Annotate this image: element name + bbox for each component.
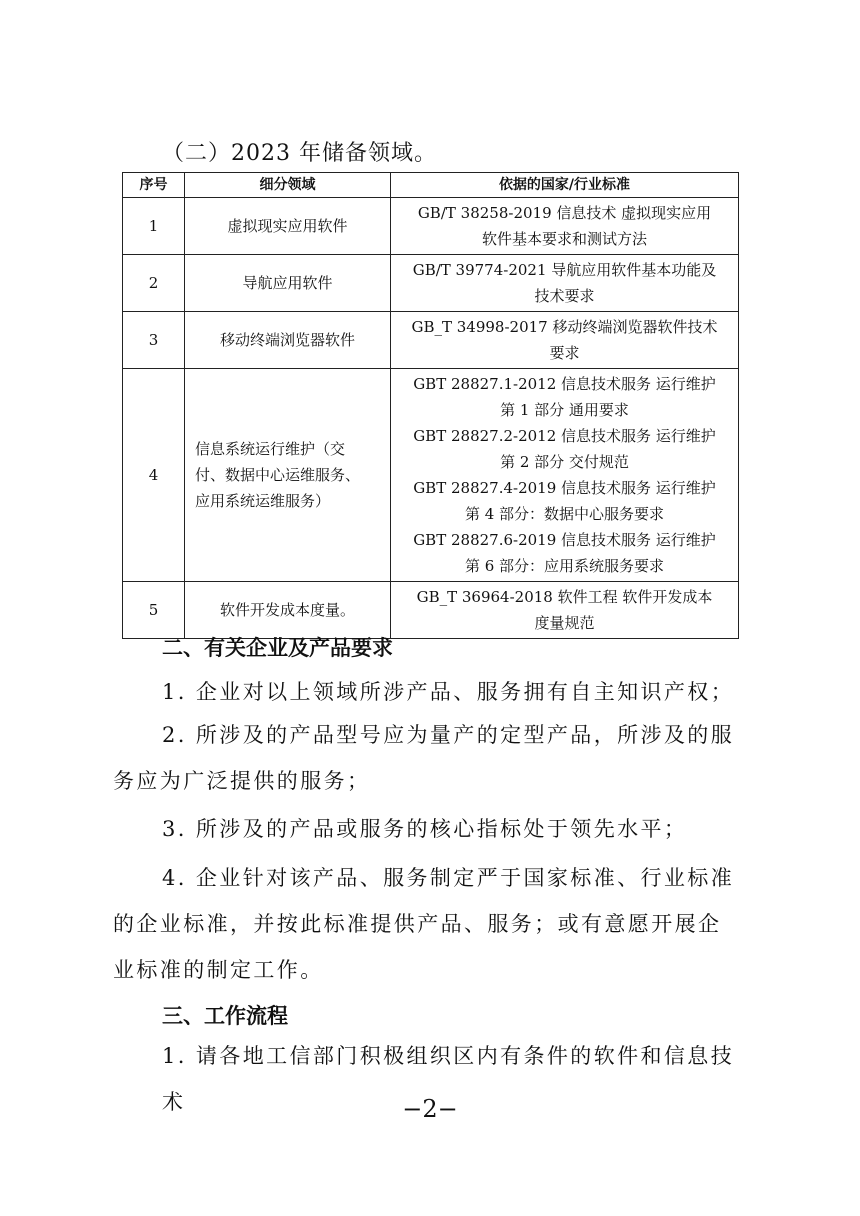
page-number: −2−	[402, 1095, 458, 1123]
standard-line: GBT 28827.2-2012 信息技术服务 运行维护	[413, 427, 716, 445]
section-heading-workflow: 三、工作流程	[162, 1004, 288, 1028]
table-row	[123, 312, 739, 369]
standard-line: GB_T 36964-2018 软件工程 软件开发成本	[416, 588, 713, 606]
paragraph-line: 的企业标准，并按此标准提供产品、服务；或有意愿开展企	[113, 912, 722, 936]
standard-line: GB_T 34998-2017 移动终端浏览器软件技术	[411, 318, 718, 336]
header-field: 细分领域	[185, 173, 391, 198]
row-number: 4	[123, 369, 185, 582]
standard-line: 第 2 部分 交付规范	[500, 453, 629, 471]
row-standard	[391, 369, 739, 582]
header-serial: 序号	[123, 173, 185, 198]
standard-line: 第 1 部分 通用要求	[500, 401, 629, 419]
requirement-3	[113, 806, 753, 852]
standard-line: GBT 28827.6-2019 信息技术服务 运行维护	[413, 531, 716, 549]
row-standard	[391, 582, 739, 639]
table-row	[123, 582, 739, 639]
standard-line: GBT 28827.4-2019 信息技术服务 运行维护	[413, 479, 716, 497]
requirement-1	[113, 669, 753, 715]
paragraph-line: 1. 请各地工信部门积极组织区内有条件的软件和信息技术	[162, 1044, 735, 1114]
standard-line: GB/T 39774-2021 导航应用软件基本功能及	[412, 261, 717, 279]
header-standard: 依据的国家/行业标准	[391, 173, 739, 198]
row-field: 软件开发成本度量。	[185, 582, 391, 639]
standards-table	[122, 172, 739, 639]
field-line: 付、数据中心运维服务、	[195, 466, 361, 484]
standard-line: 第 6 部分：应用系统服务要求	[464, 557, 665, 575]
row-field: 虚拟现实应用软件	[185, 198, 391, 255]
paragraph-line: 务应为广泛提供的服务；	[113, 769, 371, 793]
table-row	[123, 198, 739, 255]
requirement-2	[113, 712, 753, 804]
table-header-row	[123, 173, 739, 198]
row-field: 移动终端浏览器软件	[185, 312, 391, 369]
section-subheading: （二）2023 年储备领域。	[162, 141, 437, 166]
standard-line: GB/T 38258-2019 信息技术 虚拟现实应用	[417, 204, 712, 222]
row-field: 导航应用软件	[185, 255, 391, 312]
paragraph-line: 4. 企业针对该产品、服务制定严于国家标准、行业标准	[162, 866, 735, 890]
table-row	[123, 255, 739, 312]
row-standard	[391, 255, 739, 312]
paragraph-line: 业标准的制定工作。	[113, 958, 324, 982]
row-number: 2	[123, 255, 185, 312]
field-line: 应用系统运维服务）	[195, 492, 331, 510]
row-number: 5	[123, 582, 185, 639]
standard-line: 要求	[549, 344, 580, 362]
paragraph-line: 2. 所涉及的产品型号应为量产的定型产品，所涉及的服	[162, 723, 735, 747]
field-line: 信息系统运行维护（交	[195, 440, 346, 458]
standard-line: 技术要求	[534, 287, 595, 305]
row-standard	[391, 312, 739, 369]
row-number: 1	[123, 198, 185, 255]
row-standard	[391, 198, 739, 255]
standard-line: 第 4 部分：数据中心服务要求	[464, 505, 665, 523]
paragraph-line: 1. 企业对以上领域所涉产品、服务拥有自主知识产权；	[162, 680, 735, 704]
requirement-4	[113, 855, 753, 993]
standard-line: GBT 28827.1-2012 信息技术服务 运行维护	[413, 375, 716, 393]
standard-line: 软件基本要求和测试方法	[481, 230, 647, 248]
section-heading-requirements: 二、有关企业及产品要求	[162, 636, 393, 660]
paragraph-line: 3. 所涉及的产品或服务的核心指标处于领先水平；	[162, 817, 688, 841]
table-row	[123, 369, 739, 582]
standard-line: 度量规范	[534, 614, 595, 632]
row-field	[185, 369, 391, 582]
row-number: 3	[123, 312, 185, 369]
